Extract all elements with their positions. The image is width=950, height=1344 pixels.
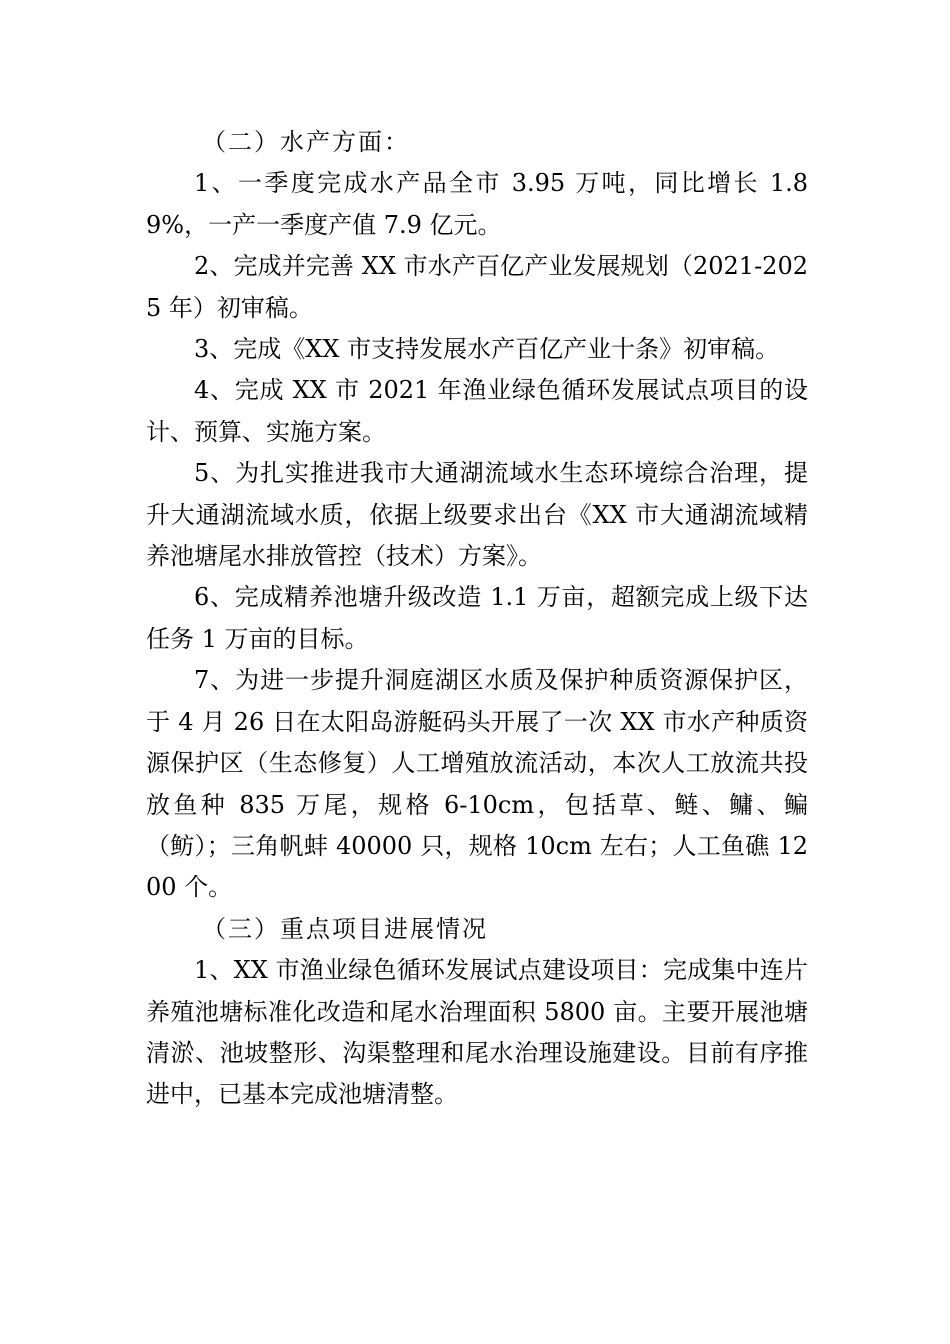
project-item-1: 1、XX 市渔业绿色循环发展试点建设项目：完成集中连片养殖池塘标准化改造和尾水治理面积 5800 亩。主要开展池塘清淤、池坡整形、沟渠整理和尾水治理设施建设。目前有序推进中，已基本完成池塘清整。 [146, 956, 808, 1109]
document-body [146, 122, 808, 1116]
aquatic-item-1: 1、一季度完成水产品全市 3.95 万吨，同比增长 1.89%，一产一季度产值 7.9 亿元。 [146, 169, 808, 239]
aquatic-item-4: 4、完成 XX 市 2021 年渔业绿色循环发展试点项目的设计、预算、实施方案。 [146, 376, 808, 446]
section-heading-projects: （三）重点项目进展情况 [202, 914, 488, 943]
aquatic-item-6: 6、完成精养池塘升级改造 1.1 万亩，超额完成上级下达任务 1 万亩的目标。 [146, 583, 808, 653]
aquatic-item-3: 3、完成《XX 市支持发展水产百亿产业十条》初审稿。 [194, 335, 780, 364]
aquatic-item-7: 7、为进一步提升洞庭湖区水质及保护种质资源保护区，于 4 月 26 日在太阳岛游艇码头开展了一次 XX 市水产种质资源保护区（生态修复）人工增殖放流活动，本次人工放流共投放鱼种 835 万尾，规格 6-10cm，包括草、鲢、鳙、鳊（鲂）；三角帆蚌 40000 只，规格 10cm 左右；人工鱼礁 1200 个。 [146, 666, 808, 902]
section-heading-aquatic: （二）水产方面： [202, 128, 410, 156]
aquatic-item-2: 2、完成并完善 XX 市水产百亿产业发展规划（2021-2025 年）初审稿。 [146, 252, 808, 322]
aquatic-item-5: 5、为扎实推进我市大通湖流域水生态环境综合治理，提升大通湖流域水质，依据上级要求出台《XX 市大通湖流域精养池塘尾水排放管控（技术）方案》。 [146, 459, 808, 571]
